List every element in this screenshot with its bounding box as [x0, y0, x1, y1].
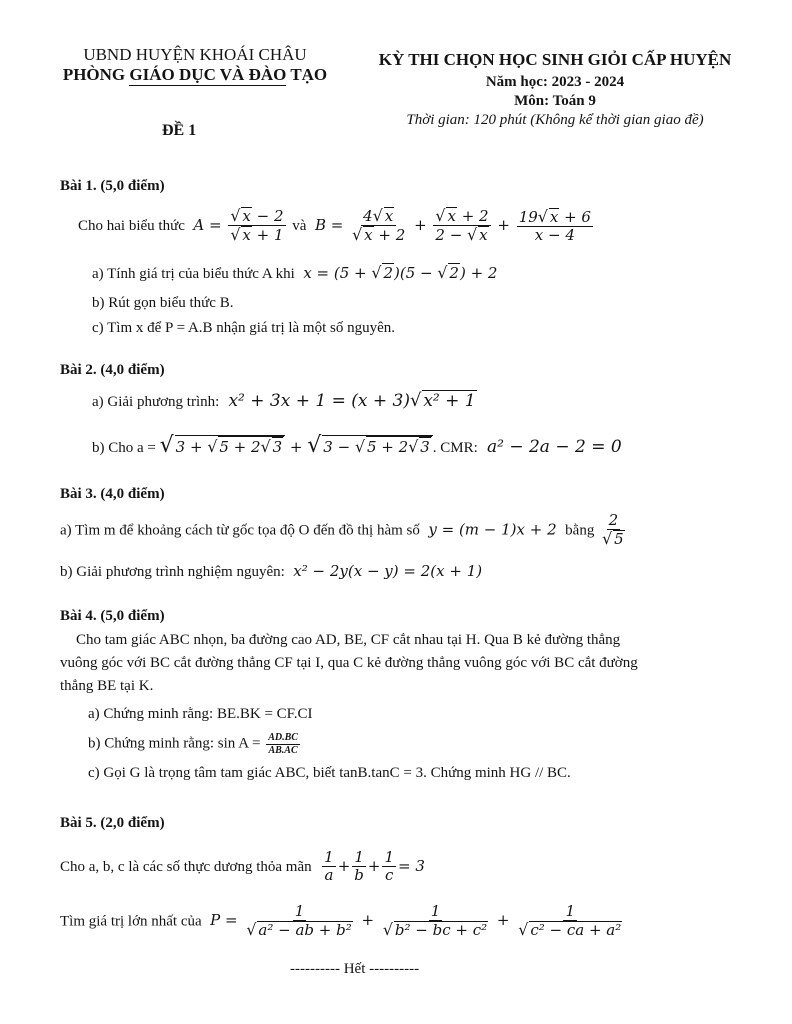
- bai5-expression: P = $\frac{1}{\text{√ a² − ab + b²}}$ + $\frac{1}{\text{√ b² − bc + c²}}$ + $\frac{1}{\text{√ c² − ca + a²}}$: [205, 902, 622, 940]
- department-name-post: TẠO: [286, 65, 328, 84]
- bai3-b-equation: x² − 2y(x − y) = 2(x + 1): [288, 562, 483, 580]
- bai4-line1: Cho tam giác ABC nhọn, ba đường cao AD, BE, CF cắt nhau tại H. Qua B kẻ đường thẳng: [76, 632, 621, 648]
- bai1-b: b) Rút gọn biểu thức B.: [92, 295, 234, 311]
- department-name: [50, 65, 340, 85]
- bai2-b-text: b) Cho a =: [92, 440, 156, 456]
- bai4-b-text: b) Chứng minh rằng: sin A =: [88, 735, 261, 752]
- bai3-a-value: $\frac{2}{√ 5}$: [602, 511, 624, 549]
- bai5-line1-text: Cho a, b, c là các số thực dương thỏa mãn: [60, 858, 312, 875]
- bai5-line2: [60, 903, 626, 940]
- expr-a: A = $\frac{√ x - 2}{√ x + 1}$: [188, 206, 284, 245]
- bai5-condition: $\frac{1}{a}$ + $\frac{1}{b}$ + $\frac{1}{c}$ = 3: [324, 848, 425, 885]
- bai4-line3: thẳng BE tại K.: [60, 678, 154, 694]
- header-right: [345, 50, 765, 129]
- bai1-c: c) Tìm x để P = A.B nhận giá trị là một số nguyên.: [92, 320, 396, 336]
- bai4-b-fraction: [266, 732, 300, 756]
- bai1-a: [92, 263, 497, 283]
- bai5-title: Bài 5. (2,0 điểm): [60, 815, 165, 831]
- bai3-b-text: b) Giải phương trình nghiệm nguyên:: [60, 564, 285, 580]
- bai4-b-denominator: AB.AC: [268, 744, 298, 756]
- bai1-title: Bài 1. (5,0 điểm): [60, 178, 165, 194]
- bai2-a-text: a) Giải phương trình:: [92, 394, 220, 410]
- bai5-line1: [60, 849, 425, 885]
- bai3-a-by: bằng: [565, 522, 595, 539]
- bai3-b: [60, 562, 482, 581]
- bai2-a: [92, 390, 477, 411]
- bai2-b-claim: a² − 2a − 2 = 0: [481, 437, 622, 457]
- school-year: Năm học: 2023 - 2024: [485, 74, 625, 90]
- bai4-a: a) Chứng minh rằng: BE.BK = CF.CI: [88, 706, 313, 722]
- bai3-a: [60, 512, 629, 549]
- bai2-b: [92, 433, 622, 458]
- end-marker: ---------- Hết ----------: [290, 961, 420, 977]
- header-left: [50, 45, 340, 85]
- subject: Môn: Toán 9: [514, 93, 596, 109]
- bai4-b-numerator: AD.BC: [268, 732, 298, 743]
- authority-name: UBND HUYỆN KHOÁI CHÂU: [83, 45, 307, 64]
- department-name-pre: PHÒNG: [62, 65, 130, 84]
- bai1-intro: [78, 207, 595, 245]
- bai1-a-formula: x = (5 + √ 2)(5 − √ 2) + 2: [298, 263, 498, 282]
- bai4-b: [88, 732, 302, 756]
- bai5-line2-text: Tìm giá trị lớn nhất của: [60, 913, 202, 930]
- bai2-cmr: . CMR:: [432, 440, 478, 456]
- bai3-a-text: a) Tìm m để khoảng cách từ gốc tọa độ O đến đồ thị hàm số: [60, 522, 420, 539]
- bai3-title: Bài 3. (4,0 điểm): [60, 486, 165, 502]
- exam-code: ĐỀ 1: [162, 122, 197, 139]
- time-limit: Thời gian: 120 phút (Không kể thời gian giao đề): [406, 112, 704, 128]
- bai1-intro-text: Cho hai biểu thức: [78, 217, 185, 234]
- bai4-title: Bài 4. (5,0 điểm): [60, 608, 165, 624]
- bai4-c: c) Gọi G là trọng tâm tam giác ABC, biết tanB.tanC = 3. Chứng minh HG // BC.: [88, 765, 571, 781]
- bai1-and: và: [292, 217, 307, 234]
- bai2-a-equation: x² + 3x + 1 = (x + 3)√ x² + 1: [223, 390, 476, 411]
- bai3-a-function: y = (m − 1)x + 2: [423, 520, 562, 539]
- bai1-a-text: a) Tính giá trị của biểu thức A khi: [92, 266, 295, 282]
- department-name-underlined: GIÁO DỤC VÀ ĐÀO: [129, 65, 287, 84]
- exam-title: KỲ THI CHỌN HỌC SINH GIỎI CẤP HUYỆN: [378, 50, 732, 69]
- expr-b: B = $\frac{4√ x}{√ x + 2}$ + $\frac{√ x + 2}{2 - √ x}$ + $\frac{19√ x + 6}{x - 4}$: [310, 206, 591, 245]
- bai4-line2: vuông góc với BC cắt đường thẳng CF tại I, qua C kẻ đường thẳng vuông góc với BC cắt đường: [60, 655, 638, 671]
- bai2-b-formula: √ 3 + √ 5 + 2√ 3 + √ 3 − √ 5 + 2√ 3: [160, 438, 433, 456]
- bai2-title: Bài 2. (4,0 điểm): [60, 362, 165, 378]
